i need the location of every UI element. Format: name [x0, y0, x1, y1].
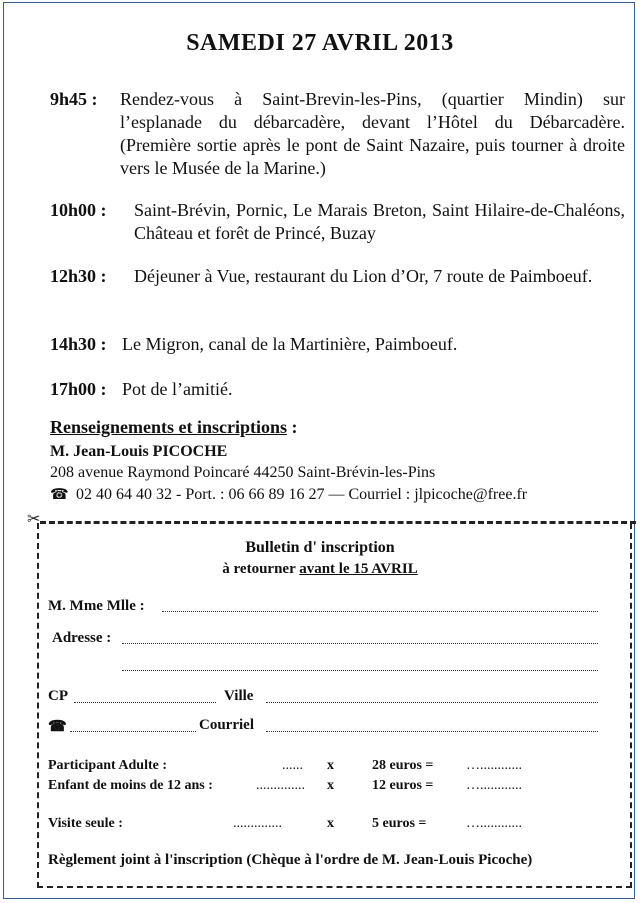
contact-phones — [50, 485, 527, 504]
name-field[interactable] — [162, 611, 598, 612]
program-item — [50, 333, 625, 356]
program-item — [50, 199, 625, 245]
phone-field[interactable] — [70, 731, 196, 732]
row-label: Participant Adulte : — [48, 758, 167, 773]
row-times: x — [327, 816, 334, 831]
row-times: x — [327, 778, 334, 793]
program-item — [50, 265, 625, 288]
row-qty[interactable]: .............. — [233, 816, 282, 831]
row-qty[interactable]: .............. — [256, 778, 305, 793]
contact-heading — [50, 417, 298, 438]
program-time: 9h45 : — [50, 89, 98, 109]
row-times: x — [327, 758, 334, 773]
form-deadline: avant le 15 AVRIL — [299, 561, 418, 577]
page-title: SAMEDI 27 AVRIL 2013 — [186, 30, 454, 56]
label-name: M. Mme Mlle : — [48, 598, 145, 614]
label-cp: CP — [48, 688, 68, 704]
phone-icon: ☎ — [50, 487, 69, 503]
row-total[interactable]: …............ — [466, 778, 522, 793]
program-desc: Déjeuner à Vue, restaurant du Lion d’Or, 7 route de Paimboeuf. — [134, 266, 593, 286]
payment-note: Règlement joint à l'inscription (Chèque à l'ordre de M. Jean-Louis Picoche) — [48, 852, 533, 868]
contact-name: M. Jean-Louis PICOCHE — [50, 443, 228, 460]
row-total[interactable]: …............ — [466, 758, 522, 773]
program-item — [50, 88, 625, 180]
label-address: Adresse : — [52, 630, 112, 646]
contact-phones-text: 02 40 64 40 32 - Port. : 06 66 89 16 27 — Courriel : jlpicoche@free.fr — [76, 486, 528, 503]
scissors-icon: ✂ — [27, 511, 41, 528]
courriel-field[interactable] — [266, 731, 598, 732]
row-price: 5 euros = — [372, 816, 427, 831]
program-desc: Saint-Brévin, Pornic, Le Marais Breton, Saint Hilaire-de-Chaléons, Château et forêt de Princé, Buzay — [134, 200, 625, 243]
program-desc: Rendez-vous à Saint-Brevin-les-Pins, (quartier Mindin) sur l’esplanade du débarcadère, devant l’Hôtel du Débarcadère. (Première sortie après le pont de Saint Nazaire, puis tourner à droite vers le Musée de la Marine.) — [120, 89, 625, 178]
row-label: Visite seule : — [48, 816, 123, 831]
program-time: 10h00 : — [50, 200, 107, 220]
program-item — [50, 378, 625, 401]
label-courriel: Courriel — [199, 717, 254, 733]
program-desc: Pot de l’amitié. — [122, 379, 233, 399]
row-total[interactable]: …............ — [466, 816, 522, 831]
program-time: 12h30 : — [50, 266, 107, 286]
form-title: Bulletin d' inscription — [245, 539, 395, 556]
form-subtitle-text: à retourner — [222, 561, 300, 577]
contact-heading-colon: : — [287, 417, 298, 437]
program-time: 17h00 : — [50, 379, 107, 399]
phone-field-icon: ☎ — [48, 719, 67, 735]
contact-address: 208 avenue Raymond Poincaré 44250 Saint-Brévin-les-Pins — [50, 464, 436, 481]
contact-heading-text: Renseignements et inscriptions — [50, 417, 287, 437]
row-price: 12 euros = — [372, 778, 434, 793]
program-desc: Le Migron, canal de la Martinière, Paimboeuf. — [122, 334, 458, 354]
program-time: 14h30 : — [50, 334, 107, 354]
address-field-1[interactable] — [122, 643, 598, 644]
row-label: Enfant de moins de 12 ans : — [48, 778, 213, 793]
label-ville: Ville — [224, 688, 254, 704]
form-subtitle — [0, 561, 640, 578]
cp-field[interactable] — [74, 702, 216, 703]
row-qty[interactable]: ...... — [282, 758, 303, 773]
address-field-2[interactable] — [122, 670, 598, 671]
ville-field[interactable] — [266, 702, 598, 703]
row-price: 28 euros = — [372, 758, 434, 773]
